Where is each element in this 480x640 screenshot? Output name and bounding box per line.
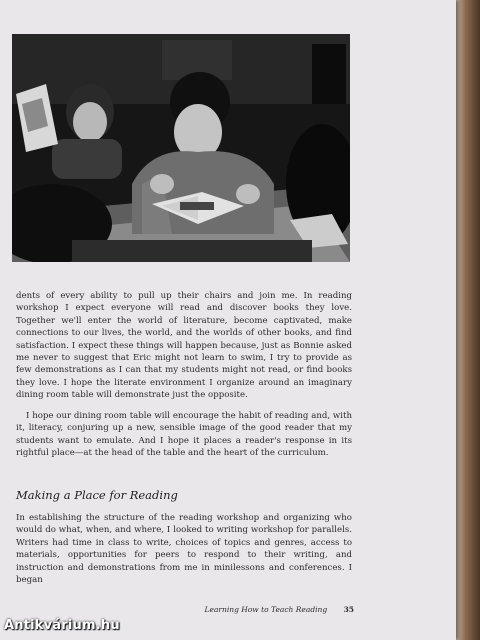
photograph-students-reading (12, 34, 350, 262)
photo-illustration (12, 34, 350, 262)
page-footer (170, 605, 354, 614)
section-heading: Making a Place for Reading (16, 488, 178, 502)
page-number: 35 (343, 605, 354, 614)
running-title: Learning How to Teach Reading (204, 605, 328, 614)
paragraph-1: dents of every ability to pull up their chairs and join me. In reading workshop I expect everyone will read and discover books they love. Together we'll enter the world of literature, become captivated, make connections to our lives, the world, and the worlds of other books, and find satisfaction. I expect these things will happen because, just as Bonnie asked me never to suggest that Eric might not learn to swim, I try to provide as few demonstrations as I can that my students might not read, or find books they love. I hope the literate environment I organize around an imaginary dining room table will demonstrate just the opposite. (16, 291, 352, 401)
watermark: Antikvárium.hu (4, 618, 120, 633)
paragraph-2: I hope our dining room table will encourage the habit of reading and, with it, literacy, conjuring up a new, sensible image of the good reader that my students want to emulate. And I hope it places a reader's response in its rightful place—at the head of the table and the heart of the curriculum. (16, 411, 352, 459)
paragraph-3: In establishing the structure of the reading workshop and organizing who would do what, when, and where, I looked to writing workshop for parallels. Writers had time in class to write, choices of topics and genres, access to materials, opportunities for peers to respond to their writing, and instruction and demonstrations from me in minilessons and conferences. I began (16, 513, 352, 586)
book-page-edge (456, 0, 480, 640)
